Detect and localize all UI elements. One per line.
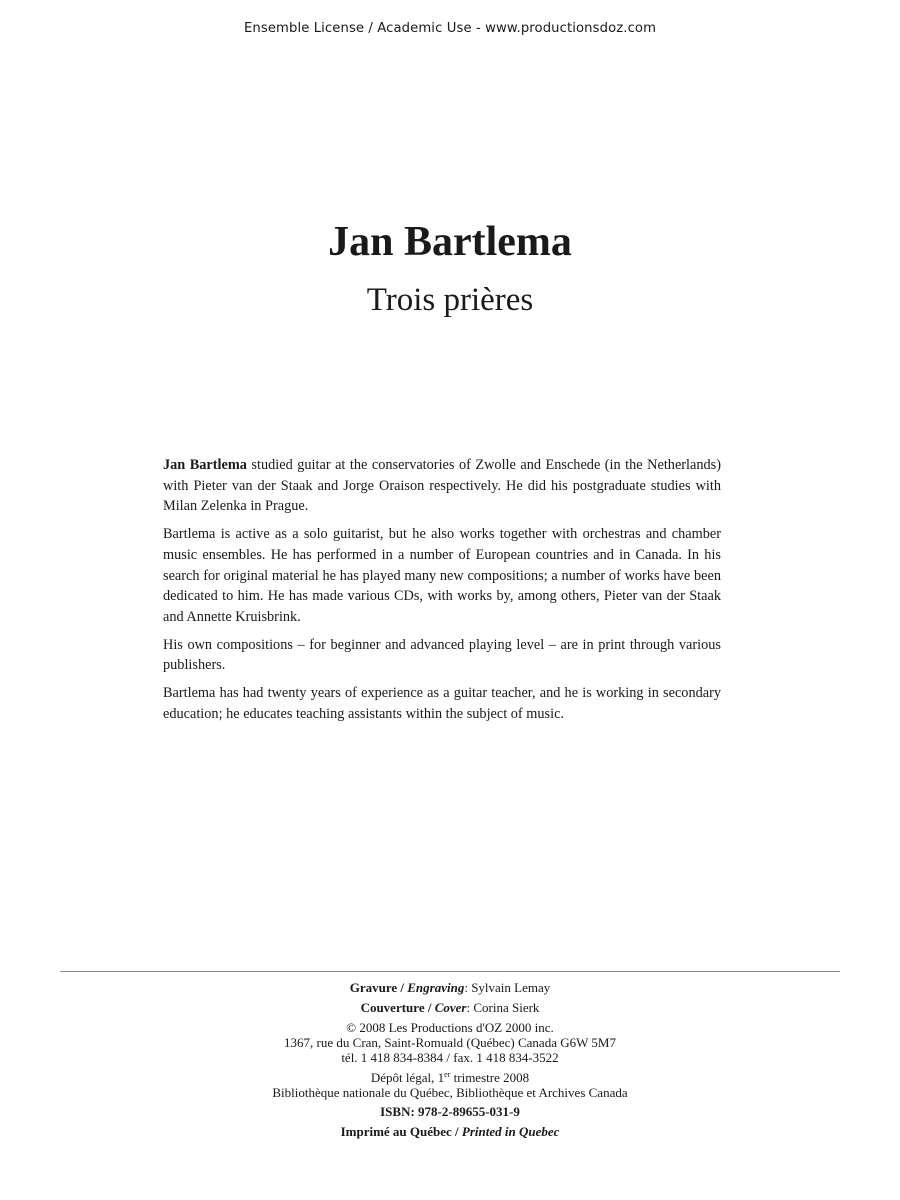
- composer-name: Jan Bartlema: [328, 219, 572, 265]
- bio-paragraph-3: His own compositions – for beginner and advanced playing level – are in print through various publishers.: [163, 636, 721, 674]
- cover-name: : Corina Sierk: [466, 1000, 540, 1015]
- bio-paragraph-1-text: studied guitar at the conservatories of Zwolle and Enschede (in the Netherlands) with Pieter van der Staak and Jorge Oraison respectively. He did his postgraduate studies with Milan Zelenka in Prague.: [163, 457, 721, 515]
- footer-divider: [60, 971, 840, 972]
- printed-label-fr: Imprimé au Québec /: [340, 1124, 462, 1139]
- cover-label-fr: Couverture /: [360, 1000, 435, 1015]
- publisher-address: 1367, rue du Cran, Saint-Romuald (Québec) Canada G6W 5M7: [284, 1035, 616, 1050]
- bio-name: Jan Bartlema: [163, 457, 247, 473]
- publisher-phone: tél. 1 418 834-8384 / fax. 1 418 834-3522: [341, 1050, 559, 1065]
- publication-credits: [0, 980, 900, 1139]
- bio-paragraph-1: [163, 455, 721, 517]
- bio-paragraph-2: Bartlema is active as a solo guitarist, but he also works together with orchestras and chamber music ensembles. He has performed in a number of European countries and in Canada. In his search for original material he has played many new compositions; a number of works have been dedicated to him. He has made various CDs, with works by, among others, Pieter van der Staak and Annette Kruisbrink.: [163, 526, 721, 625]
- legal-deposit-pre: Dépôt légal, 1: [370, 1070, 445, 1085]
- copyright-line: © 2008 Les Productions d'OZ 2000 inc.: [346, 1020, 554, 1035]
- work-title: Trois prières: [366, 282, 534, 318]
- library-line: Bibliothèque nationale du Québec, Bibliothèque et Archives Canada: [272, 1085, 628, 1100]
- legal-deposit-sup: er: [444, 1070, 451, 1079]
- license-header: Ensemble License / Academic Use - www.productionsdoz.com: [243, 21, 657, 36]
- printed-in: [0, 1124, 900, 1139]
- cover-label-en: Cover: [434, 1000, 467, 1015]
- legal-deposit: [0, 1070, 900, 1085]
- isbn: ISBN: 978-2-89655-031-9: [380, 1104, 520, 1119]
- engraving-label-en: Engraving: [407, 980, 465, 995]
- engraving-name: : Sylvain Lemay: [464, 980, 551, 995]
- engraving-label-fr: Gravure /: [349, 980, 408, 995]
- composer-biography: [163, 455, 721, 731]
- bio-paragraph-4: Bartlema has had twenty years of experience as a guitar teacher, and he is working in secondary education; he educates teaching assistants within the subject of music.: [163, 685, 721, 722]
- engraving-credit: [0, 980, 900, 995]
- cover-credit: [0, 1000, 900, 1015]
- legal-deposit-post: trimestre 2008: [450, 1070, 530, 1085]
- printed-label-en: Printed in Quebec: [461, 1124, 560, 1139]
